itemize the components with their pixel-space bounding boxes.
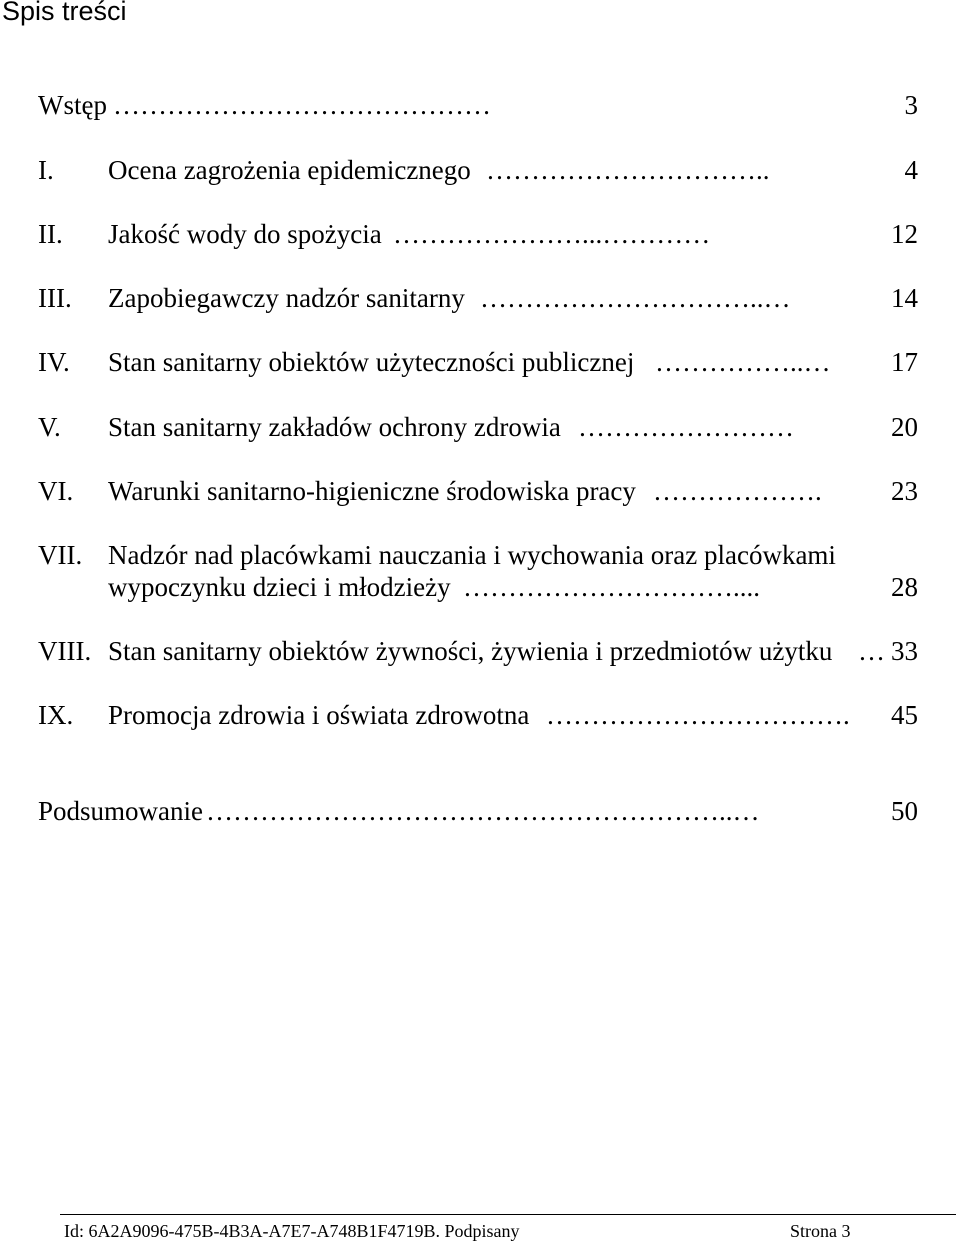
toc-entry-page: 17: [891, 347, 918, 377]
toc-entry-number: VIII.: [38, 636, 92, 666]
page-number: Strona 3: [790, 1221, 851, 1241]
toc-entry-label: Warunki sanitarno-higieniczne środowiska pracy: [108, 476, 636, 506]
footer-divider: [60, 1214, 956, 1215]
toc-entry-number: VI.: [38, 476, 74, 506]
toc-leader-dots: ……………………: [578, 412, 794, 442]
toc-entry-label: Stan sanitarny obiektów żywności, żywienia i przedmiotów użytku: [108, 636, 833, 666]
toc-leader-dots: …………………………….: [546, 700, 850, 730]
toc-entry-1[interactable]: [38, 155, 918, 195]
toc-entry-label: Stan sanitarny obiektów użyteczności publicznej: [108, 347, 635, 377]
toc-entry-7-continuation[interactable]: [108, 572, 918, 612]
toc-leader-dots: …………………...…………: [393, 219, 711, 249]
toc-leader-dots: ……………….: [653, 476, 822, 506]
toc-entry-page: 50: [891, 796, 918, 826]
toc-entry-label-continuation: wypoczynku dzieci i młodzieży: [108, 572, 451, 602]
document-id: Id: 6A2A9096-475B-4B3A-A7E7-A748B1F4719B. Podpisany: [64, 1221, 520, 1241]
toc-entry-page: 12: [891, 219, 918, 249]
toc-entry-page: 3: [904, 90, 918, 120]
toc-entry-summary[interactable]: [38, 796, 918, 836]
toc-entry-page: 45: [891, 700, 918, 730]
toc-leader-dots: ……………………………………: [113, 90, 491, 120]
toc-leader-dots: …………………………..…: [480, 283, 791, 313]
toc-entry-8[interactable]: [38, 636, 918, 676]
toc-entry-label: Stan sanitarny zakładów ochrony zdrowia: [108, 412, 561, 442]
toc-entry-page: 33: [891, 636, 918, 666]
toc-entry-page: 14: [891, 283, 918, 313]
toc-entry-page: 23: [891, 476, 918, 506]
toc-leader-dots: …………………………....: [463, 572, 760, 602]
toc-entry-label: Zapobiegawczy nadzór sanitarny: [108, 283, 465, 313]
toc-entry-label: Promocja zdrowia i oświata zdrowotna: [108, 700, 530, 730]
toc-leader-dots: …: [858, 636, 885, 666]
toc-leader-dots: …………………………..: [486, 155, 770, 185]
toc-entry-2[interactable]: [38, 219, 918, 259]
toc-entry-number: I.: [38, 155, 54, 185]
toc-entry-number: IV.: [38, 347, 70, 377]
toc-entry-page: 4: [904, 155, 918, 185]
toc-entry-4[interactable]: [38, 347, 918, 387]
toc-entry-intro[interactable]: [38, 90, 918, 130]
toc-entry-number: II.: [38, 219, 63, 249]
toc-entry-number: V.: [38, 412, 61, 442]
toc-entry-label: Jakość wody do spożycia: [108, 219, 382, 249]
toc-entry-page: 20: [891, 412, 918, 442]
toc-leader-dots: …………………………………………………..…: [206, 796, 760, 826]
toc-entry-9[interactable]: [38, 700, 918, 740]
page-title: Spis treści: [2, 0, 127, 26]
toc-entry-number: VII.: [38, 540, 83, 570]
toc-entry-label: Nadzór nad placówkami nauczania i wychowania oraz placówkami: [108, 540, 836, 570]
toc-entry-page: 28: [891, 572, 918, 602]
toc-entry-5[interactable]: [38, 412, 918, 452]
toc-leader-dots: ……………..…: [655, 347, 831, 377]
toc-entry-6[interactable]: [38, 476, 918, 516]
toc-entry-label: Ocena zagrożenia epidemicznego: [108, 155, 471, 185]
toc-entry-number: III.: [38, 283, 72, 313]
toc-entry-label: Wstęp: [38, 90, 107, 120]
toc-entry-label: Podsumowanie: [38, 796, 203, 826]
toc-entry-3[interactable]: [38, 283, 918, 323]
toc-entry-number: IX.: [38, 700, 74, 730]
